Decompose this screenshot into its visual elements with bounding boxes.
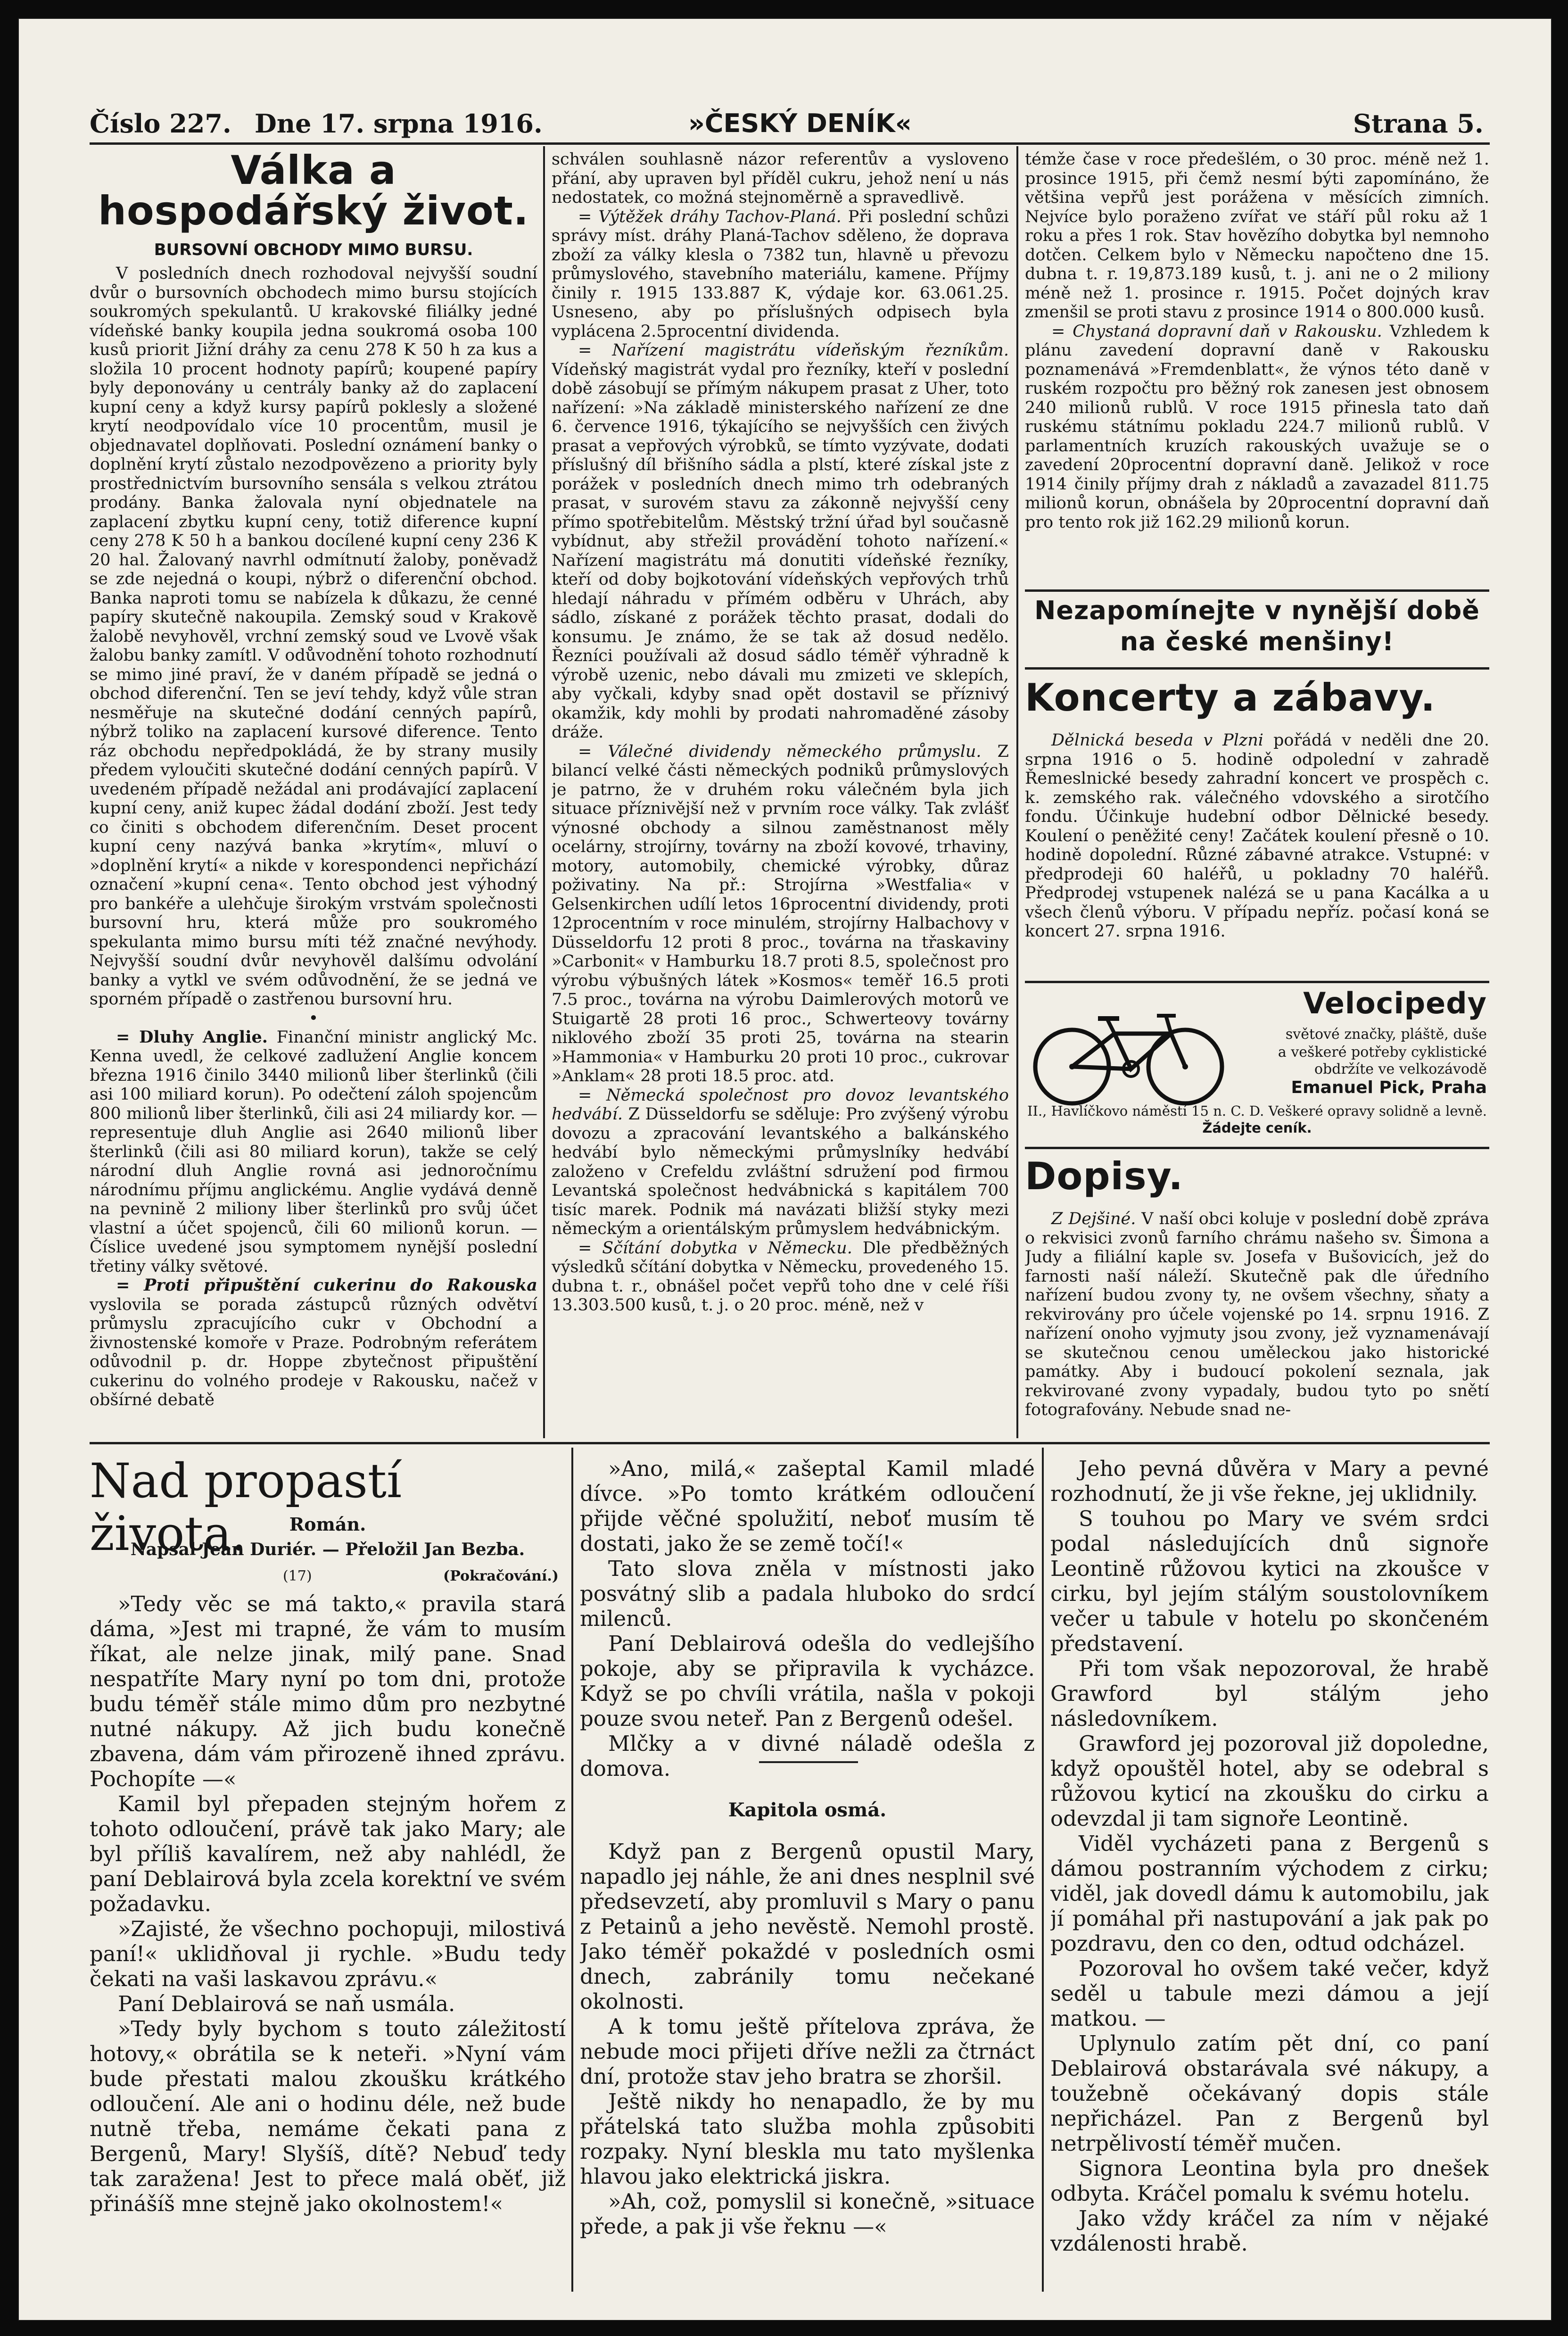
newspaper-page bbox=[19, 19, 1551, 2320]
paragraph: Paní Deblairová odešla do vedlejšího pokoje, aby se připravila k vycházce. Když se po chvíli vrátila, našla v pokoji pouze svou neteř. Pan z Bergenů odešel. bbox=[580, 1631, 1035, 1731]
serial-byline: Napsal Jean Duriér. — Přeložil Jan Bezba. bbox=[130, 1540, 525, 1559]
paragraph: = Proti připuštění cukerinu do Rakouska vyslovila se porada zástupců různých odvětví průmyslu zpracujícího cukr v Obchodní a živnostenské komoře v Praze. Podrobným referátem odůvodnil p. dr. Hoppe zbytečnost připuštění cukerinu do volného prodeje v Rakousku, načež v obšírné debatě bbox=[90, 1276, 537, 1409]
serial-column-3 bbox=[1050, 1456, 1489, 2291]
ad-title: Velocipedy bbox=[1303, 986, 1487, 1020]
paragraph: Z Dejšiné. V naší obci koluje v poslední době zpráva o rekvisici zvonů farního chrámu našeho sv. Šimona a Judy a filiální kaple sv. Josefa v Bušovicích, jež do farnosti naší náleží. Skutečně pak dle úředního nařízení budou zvony ty, ne ovšem všechny, sňaty a rekvirovány pro účele vojenské po 14. srpnu 1916. Z nařízení onoho vyjmuty jsou zvony, jež vyznamenávají se skutečnou cenou uměleckou jako historické památky. Aby i budoucí pokolení seznala, jak rekvirované zvony vypadaly, budou tyto po snětí fotografovány. Nebude snad ne- bbox=[1025, 1209, 1489, 1419]
headline-war-economy: Válka a hospodářský život. bbox=[98, 147, 529, 234]
paragraph: = Dluhy Anglie. Finanční ministr anglický Mc. Kenna uvedl, že celkové zadlužení Anglie koncem března 1916 činilo 3440 milionů liber šterlinků (čili asi 100 miliard korun). Po odečtení záloh spojencům 800 milionů liber šterlinků, čili asi 24 miliardy kor. — representuje dluh Anglie asi 2640 milionů liber šterlinků (čili asi 80 miliard korun), takže se celý národní dluh Anglie rovná asi jednoročnímu národnímu příjmu anglickému. Anglie vydává denně na pevnině 2 miliony liber šterlinků pro svůj účet vlastní a účet spojenců, čili 60 milionů korun. — Číslice uvedené jsou symptomem nynější poslední třetiny války světové. bbox=[90, 1027, 537, 1276]
issue-date: Dne 17. srpna 1916. bbox=[255, 108, 543, 139]
section-rule bbox=[1025, 667, 1489, 670]
column-divider bbox=[1042, 1448, 1044, 2292]
serial-installment: (17) bbox=[283, 1568, 312, 1584]
paragraph: Když pan z Bergenů opustil Mary, napadlo jej náhle, že ani dnes nesplnil své předsevzetí, aby promluvil s Mary o panu z Petainů a jeho nevěstě. Nemohl prostě. Jako téměř pokaždé v posledních osmi dnech, zabránily tomu nečekané okolnosti. bbox=[580, 1839, 1035, 2014]
paragraph: = Nařízení magistrátu vídeňským řezníkům. Vídeňský magistrát vydal pro řezníky, kteří v poslední době zásobují se přímým nákupem prasat z Uher, toto nařízení: »Na základě ministerského nařízení ze dne 6. července 1916, týkajícího se nejvyšších cen živých prasat a vepřových výrobků, se tímto vyzývate, dodati příslušný díl břišního sádla a plstí, které získal jste z porážek v posledních dnech mimo trh odebraných prasat, v surovém stavu za zákonně nejvyšší ceny přímo spotřebitelům. Městský tržní úřad byl současně vybídnut, aby střežil provádění tohoto nařízení.« Nařízení magistrátu má donutiti vídeňské řezníky, kteří od doby bojkotování vídeňských vepřových trhů hledají náhradu v přímém odběru v Uhrách, aby sádlo, získané z porážek těchto prasat, dodali do konsumu. Je známo, že se tak až dosud nedělo. Řezníci používali až dosud sádlo téměř výhradně k výrobě uzenic, nebo dávali mu zmizeti ve sklepích, aby vyčkali, kdyby snad opět dostavil se příznivý okamžik, kdy mohli by prodati nahromaděné zásoby dráže. bbox=[552, 341, 1009, 742]
letters-heading: Dopisy. bbox=[1025, 1154, 1183, 1198]
paragraph: Pozoroval ho ovšem také večer, když seděl u tabule mezi dámou a její matkou. — bbox=[1050, 1956, 1489, 2031]
column-divider bbox=[571, 1448, 573, 2292]
column-1-text: V posledních dnech rozhodoval nejvyšší soudní dvůr o bursovních obchodech mimo bursu stojících soukromých spekulantů. U krakovské filiálky jedné vídeňské banky koupila jedna soukromá osoba 100 kusů priorit Jižní dráhy za cenu 278 K 50 h za kus a složila 10 procent hodnoty papírů; koupené papíry byly deponovány u centrály banky až do zaplacení kupní ceny a když kursy papírů poklesly a složené krytí neodpovídalo více 10 procentům, musil je objednavatel doplňovati. Poslední oznámení banky o doplnění krytí zůstalo nezodpovězeno a priority byly prostřednictvím bursovního sensála s velkou ztrátou prodány. Banka žalovala nyní objednatele na zaplacení zbytku kupní ceny, totiž diference kupní ceny 278 K 50 h a bankou docílené kupní ceny 236 K 20 hal. Žalovaný navrhl odmítnutí žaloby, poněvadž se zde nejedná o koupi, nýbrž o diferenční obchod. Banka naproti tomu se nabízela k důkazu, že cenné papíry skutečně nakoupila. Zemský soud v Krakově žalobě nevyhověl, vrchní zemský soud ve Lvově však žalobu banky zamítl. V odůvodnění tohoto rozhodnutí se mimo jiné praví, že v daném případě se jedná o obchod diferenční. Ten se jeví tehdy, když vůle stran nesměřuje na skutečné dodání cenných papírů, nýbrž toliko na zaplacení kursové diference. Tento ráz obchodu nepředpokládá, že by strany musily předem vyloučiti skutečné dodání cenných papírů. V uvedeném případě nežádal ani prodávající zaplacení kupní ceny, aniž kupec žádal dodání zboží. Jest tedy co činiti s obchodem diferenčním. Deset procent kupní ceny nazývá banka »krytím«, mluví o »doplnění krytí« a nikde v korespondenci nepřichází označení »kupní cena«. Tento obchod jest výhodný pro bankéře a ulehčuje širokým vrstvám společnosti bursovní hru, která může pro soukromého spekulanta mimo bursu míti též značné nevýhody. Nejvyšší soudní dvůr nevyhověl dalšímu odvolání banky a vytkl ve svém odůvodnění, že se jedná ve sporném případě o zastřenou bursovní hru. • = Dluhy Anglie. Finanční ministr anglický Mc. Kenna uvedl, že celkové zadlužení Anglie koncem března 1916 činilo 3440 milionů liber šterlinků (čili asi 100 miliard korun). Po odečtení záloh spojencům 800 milionů liber šterlinků, čili asi 24 miliardy kor. — representuje dluh Anglie asi 2640 milionů liber šterlinků (čili asi 80 miliard korun), takže se celý národní dluh Anglie rovná asi jednoročnímu národnímu příjmu anglickému. Anglie vydává denně na pevnině 2 miliony liber šterlinků pro svůj účet vlastní a účet spojenců, čili 60 milionů korun. — Číslice uvedené jsou symptomem nynější poslední třetiny války světové. = Proti připuštění cukerinu do Rakouska vyslovila se porada zástupců různých odvětví průmyslu zpracujícího cukr v Obchodní a živnostenské komoře v Praze. Podrobným referátem odůvodnil p. dr. Hoppe zbytečnost připuštění cukerinu do volného prodeje v Rakousku, načež v obšírné debatě bbox=[90, 264, 537, 1409]
section-rule bbox=[1025, 981, 1489, 983]
column-3-text bbox=[1025, 150, 1489, 579]
ad-company: Emanuel Pick, Praha bbox=[1291, 1078, 1487, 1097]
paragraph: »Tedy byly bychom s touto záležitostí hotovy,« obrátila se k neteři. »Nyní vám bude přestati malou zkoušku krátkého odloučení. Ale ani o hodinu déle, než bude nutně třeba, nemáme čekati pana z Bergenů, Mary! Slyšíš, dítě? Nebuď tedy tak zaražena! Jest to přece malá oběť, již přinášíš mne stejně jako okolnostem!« bbox=[90, 2016, 566, 2216]
paragraph: = Válečné dividendy německého průmyslu. Z bilancí velké části německých podniků průmyslových je patrno, že v druhém roku válečném byla jich situace příznivější než v prvním roce války. Tak zvlášť výnosné obchody a silnou zaměstnanost měly ocelárny, strojírny, továrny na zboží kovové, trhaviny, motory, automobily, chemické výrobky, důraz poživatiny. Na př.: Strojírna »Westfalia« v Gelsenkirchen udílí letos 16procentní dividendy, proti 12procentním v roce minulém, strojírny Halbachovy v Düsseldorfu 12 proti 8 proc., továrna na třaskaviny »Carbonit« v Hamburku 18.7 proti 8.5, společnost pro výrobu výbušných látek »Kosmos« teměř 16.5 proti 7.5 proc., továrna na výrobu Daimlerových motorů ve Stuigartě 28 proti 16 proc., Schwerteovy továrny niklového zboží 35 proti 25, továrna na stearin »Hammonia« v Hamburku 20 proti 10 proc., cukrovar »Anklam« 28 proti 18.5 proc. atd. bbox=[552, 742, 1009, 1085]
section-rule bbox=[1025, 1147, 1489, 1149]
paragraph: = Chystaná dopravní daň v Rakousku. Vzhledem k plánu zavedení dopravní daně v Rakousku poznamenává »Fremdenblatt«, že výnos této daně v ruském rozpočtu pro běžný rok zanesen jest obnosem 240 milionů rublů. V roce 1915 přinesla tato daň ruskému státnímu pokladu 224.7 milionů rublů. V parlamentních kruzích rakouských uvažuje se o zavedení 20procentní dopravní daně. Jelikož v roce 1914 činily příjmy drah z nákladů a zavazadel 811.75 milionů korun, obnášela by 20procentní dopravní daň pro tento rok již 162.29 milionů korun. bbox=[1025, 322, 1489, 532]
serial-column-2a bbox=[580, 1456, 1035, 1786]
paragraph: témže čase v roce předešlém, o 30 proc. méně než 1. prosince 1915, při čemž nesmí býti zapomínáno, že většina vepřů jest porážena v měsících zimních. Nejvíce bylo poraženo zvířat ve stáří půl roku až 1 roku a přes 1 rok. Stav hovězího dobytka byl nemnoho dotčen. Celkem bylo v Německu napočteno dne 15. dubna t. r. 19,873.189 kusů, t. j. ani ne o 2 miliony méně než 1. prosince r. 1915. Počet dojných krav zmenšil se proti stavu z prosince 1914 o 800.000 kusů. bbox=[1025, 150, 1489, 322]
column-divider bbox=[543, 146, 545, 1438]
paragraph: »Ah, což, pomyslil si konečně, »situace přede, a pak ji vše řeknu —« bbox=[580, 2189, 1035, 2239]
paragraph: S touhou po Mary ve svém srdci podal následujících dnů signoře Leontině růžovou kytici na zkoušce v cirku, byl jejím stálým soustolovníkem večer u tabule v hotelu po skončeném představení. bbox=[1050, 1506, 1489, 1656]
paragraph: Paní Deblairová se naň usmála. bbox=[118, 1991, 455, 2016]
paragraph: A k tomu ještě přítelova zpráva, že nebude moci přijeti dříve nežli za čtrnáct dní, protože stav jeho bratra se zhoršil. bbox=[580, 2014, 1035, 2089]
column-2-text bbox=[552, 150, 1009, 1428]
masthead: »ČESKÝ DENÍK« bbox=[688, 108, 912, 138]
paragraph: Signora Leontina byla pro dnešek odbyta. Kráčel pomalu k svému hotelu. bbox=[1050, 2156, 1489, 2206]
serial-continued: (Pokračování.) bbox=[443, 1568, 559, 1584]
minority-notice: Nezapomínejte v nynější době na české menšiny! bbox=[1034, 596, 1480, 656]
ad-address: II., Havlíčkovo náměstí 15 n. C. D. Veškeré opravy solidně a levně. Žádejte ceník. bbox=[1027, 1103, 1487, 1136]
paragraph: Jako vždy kráčel za ním v nějaké vzdálenosti hrabě. bbox=[1050, 2206, 1489, 2256]
concerts-text bbox=[1025, 731, 1489, 976]
paragraph: »Zajisté, že všechno pochopuji, milostivá paní!« uklidňoval ji rychle. »Budu tedy čekati na vaši laskavou zprávu.« bbox=[90, 1916, 566, 1991]
paragraph: Tato slova zněla v místnosti jako posvátný slib a padala hluboko do srdcí milenců. bbox=[580, 1556, 1035, 1631]
paragraph: Při tom však nepozoroval, že hrabě Grawford byl stálým jeho následovníkem. bbox=[1050, 1656, 1489, 1731]
column-divider bbox=[1016, 146, 1018, 1438]
issue-number: Číslo 227. bbox=[90, 108, 231, 139]
paragraph: Grawford jej pozoroval již dopoledne, když opouštěl hotel, aby se odebral s růžovou kyticí na zkoušku do cirku a odevzdal ji tam signoře Leontině. bbox=[1050, 1731, 1489, 1831]
paragraph: = Německá společnost pro dovoz levantského hedvábí. Z Düsseldorfu se sděluje: Pro zvýšený výrobu dovozu a zpracování levantského a balkánského hedvábí bylo německými průmyslníky hedvábí založeno v Crefeldu zvláštní sdružení pod firmou Levantská společnost hedvábnická s kapitálem 700 tisíc marek. Podnik má navázati bližší styky mezi německým a orientálským průmyslem hedvábnickým. bbox=[552, 1085, 1009, 1238]
paragraph: = Sčítání dobytka v Německu. Dle předběžných výsledků sčítání dobytka v Německu, provedeného 15. dubna t. r., obnášel počet vepřů toho dne v celé říši 13.303.500 kusů, t. j. o 20 proc. méně, než v bbox=[552, 1238, 1009, 1315]
bicycle-icon bbox=[1030, 1005, 1228, 1109]
paragraph: Dělnická beseda v Plzni pořádá v neděli dne 20. srpna 1916 o 5. hodině odpolední v zahradě Řemeslnické besedy zahradní koncert ve prospěch c. k. zemského rak. válečného vdovského a sirotčího fondu. Účinkuje hudební odbor Dělnické besedy. Koulení o peněžité ceny! Začátek koulení přesně o 10. hodině dopolední. Různé zábavné atrakce. Vstupné: v předprodeji 60 haléřů, u pokladny 70 haléřů. Předprodej vstupenek nalézá se u pana Kacálka a u všech členů výboru. V případu nepříz. počasí koná se koncert 27. srpna 1916. bbox=[1025, 731, 1489, 941]
paragraph: Uplynulo zatím pět dní, co paní Deblairová obstarávala své nákupy, a toužebně očekávaný dopis stále nepřicházel. Pan z Bergenů byl netrpělivostí téměř mučen. bbox=[1050, 2031, 1489, 2156]
paragraph: V posledních dnech rozhodoval nejvyšší soudní dvůr o bursovních obchodech mimo bursu stojících soukromých spekulantů. U krakovské filiálky jedné vídeňské banky koupila jedna soukromá osoba 100 kusů priorit Jižní dráhy za cenu 278 K 50 h za kus a složila 10 procent hodnoty papírů; koupené papíry byly deponovány u centrály banky až do zaplacení kupní ceny a když kursy papírů poklesly a složené krytí neodpovídalo více 10 procentům, musil je objednavatel doplňovati. Poslední oznámení banky o doplnění krytí zůstalo nezodpovězeno a priority byly prostřednictvím bursovního sensála s velkou ztrátou prodány. Banka žalovala nyní objednatele na zaplacení zbytku kupní ceny, totiž diference kupní ceny 278 K 50 h a bankou docílené kupní ceny 236 K 20 hal. Žalovaný navrhl odmítnutí žaloby, poněvadž se zde nejedná o koupi, nýbrž o diferenční obchod. Banka naproti tomu se nabízela k důkazu, že cenné papíry skutečně nakoupila. Zemský soud v Krakově žalobě nevyhověl, vrchní zemský soud ve Lvově však žalobu banky zamítl. V odůvodnění tohoto rozhodnutí se mimo jiné praví, že v daném případě se jedná o obchod diferenční. Ten se jeví tehdy, když vůle stran nesměřuje na skutečné dodání cenných papírů, nýbrž toliko na zaplacení kursové diference. Tento ráz obchodu nepředpokládá, že by strany musily předem vyloučiti skutečné dodání cenných papírů. V uvedeném případě nežádal ani prodávající zaplacení kupní ceny, aniž kupec žádal dodání zboží. Jest tedy co činiti s obchodem diferenčním. Deset procent kupní ceny nazývá banka »krytím«, mluví o »doplnění krytí« a nikde v korespondenci nepřichází označení »kupní cena«. Tento obchod jest výhodný pro bankéře a ulehčuje širokým vrstvám společnosti bursovní hru, která může pro soukromého spekulanta mimo bursu míti též značné nevýhody. Nejvyšší soudní dvůr nevyhověl dalšímu odvolání banky a vytkl ve svém odůvodnění, že se jedná ve sporném případě o zastřenou bursovní hru. bbox=[90, 264, 537, 1009]
paragraph: Viděl vycházeti pana z Bergenů s dámou postranním východem z cirku; viděl, jak dovedl dámu k automobilu, jak jí pomáhal při nastupování a jak pak po pozdravu, den co den, odtud odcházel. bbox=[1050, 1831, 1489, 1956]
ad-line: světové značky, pláště, duše bbox=[1285, 1026, 1487, 1043]
serial-title: Nad propastí života. bbox=[90, 1453, 402, 1561]
serial-rule bbox=[90, 1442, 1490, 1444]
serial-genre: Román. bbox=[289, 1514, 366, 1535]
paragraph: Jeho pevná důvěra v Mary a pevné rozhodnutí, že ji vše řekne, jej uklidnily. bbox=[1050, 1456, 1489, 1506]
subhead-bourse: BURSOVNÍ OBCHODY MIMO BURSU. bbox=[154, 240, 473, 259]
serial-column-1 bbox=[90, 1591, 566, 2294]
paragraph: Kamil byl přepaden stejným hořem z tohoto odloučení, právě tak jako Mary; ale byl příliš kavalírem, než aby nahlédl, že paní Deblairová byla zcela korektní ve svém požadavku. bbox=[90, 1791, 566, 1916]
serial-column-2b bbox=[580, 1839, 1035, 2292]
paragraph: »Ano, milá,« zašeptal Kamil mladé dívce. »Po tomto krátkém odloučení přijde věčné spolužití, neboť musím tě dostati, jako že se země točí!« bbox=[580, 1456, 1035, 1556]
velocipede-ad bbox=[1025, 986, 1489, 1142]
paragraph: »Tedy věc se má takto,« pravila stará dáma, »Jest mi trapné, že vám to musím říkat, ale nelze jinak, milý pane. Snad nespatříte Mary nyní po tom dni, protože budu téměř stále mimo dům pro nezbytné nutné nákupy. Až jich budu konečně zbavena, dám vám přirozeně ihned zprávu. Pochopíte —« bbox=[90, 1591, 566, 1791]
paragraph: schválen souhlasně názor referentův a vysloveno přání, aby upraven byl příděl cukru, jehož není u nás nedostatek, co možná stejnoměrně a spravedlivě. bbox=[552, 150, 1009, 207]
chapter-heading: Kapitola osmá. bbox=[728, 1799, 887, 1821]
paragraph: Mlčky a v divné náladě odešla z domova. bbox=[580, 1731, 1035, 1781]
ad-line: a veškeré potřeby cyklistické obdržíte ve velkozávodě bbox=[1278, 1044, 1487, 1077]
section-rule bbox=[1025, 589, 1489, 592]
chapter-rule bbox=[759, 1761, 858, 1763]
concerts-heading: Koncerty a zábavy. bbox=[1025, 676, 1436, 720]
page-number: Strana 5. bbox=[1353, 108, 1484, 139]
paragraph: Ještě nikdy ho nenapadlo, že by mu přátelská tato služba mohla způsobiti rozpaky. Nyní bleskla mu tato myšlenka hlavou jako elektrická jiskra. bbox=[580, 2089, 1035, 2189]
header-rule bbox=[90, 142, 1490, 145]
paragraph: = Výtěžek dráhy Tachov-Planá. Při poslední schůzi správy míst. dráhy Planá-Tachov sděleno, že doprava zboží za války klesla o 7382 tun, hlavně u převozu průmyslového, stavebního materiálu, kamene. Příjmy činily r. 1915 133.887 K, výdaje kor. 63.061.25. Usneseno, aby po příslušných odpisech byla vyplácena 2.5procentní dividenda. bbox=[552, 207, 1009, 341]
letters-text bbox=[1025, 1209, 1489, 1431]
